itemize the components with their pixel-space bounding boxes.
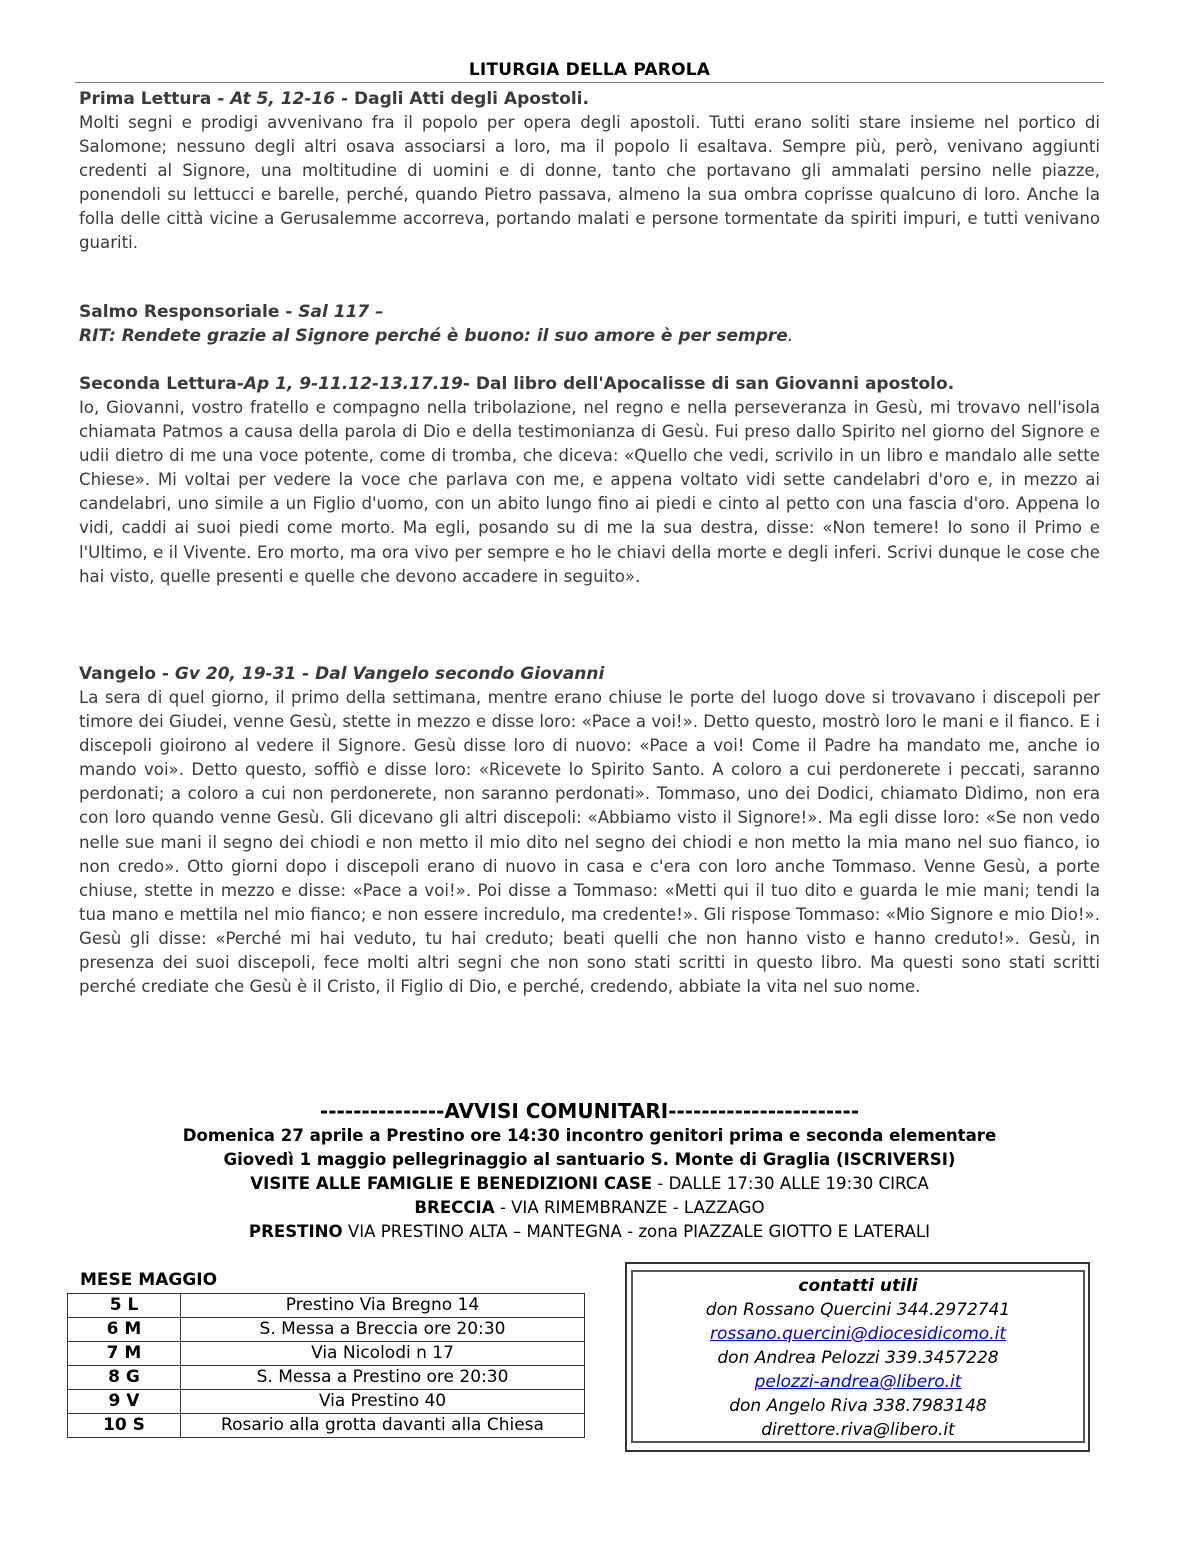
avviso-line [0, 1172, 1179, 1196]
vangelo-reference: Gv 20, 19-31 - Dal Vangelo secondo Giovanni [174, 664, 605, 684]
seconda-lettura-heading [79, 372, 1100, 396]
contact-email-link[interactable]: rossano.quercini@diocesidicomo.it [710, 1324, 1006, 1344]
day-cell: 8 G [68, 1366, 181, 1390]
reading-source: - Dagli Atti degli Apostoli. [335, 89, 589, 109]
table-row [68, 1414, 585, 1438]
avviso-rest: VIA PRESTINO ALTA – MANTEGNA - zona PIAZZALE GIOTTO E LATERALI [342, 1222, 931, 1241]
contacts-title: contatti utili [798, 1276, 918, 1296]
contact-name: don Andrea Pelozzi 339.3457228 [717, 1348, 999, 1368]
ritornello-text: RIT: Rendete grazie al Signore perché è buono: il suo amore è per sempre [79, 326, 788, 346]
avviso-bold: VISITE ALLE FAMIGLIE E BENEDIZIONI CASE [250, 1174, 653, 1193]
ritornello-end: . [787, 326, 794, 346]
vangelo-text: La sera di quel giorno, il primo della settimana, mentre erano chiuse le porte del luogo dove si trovavano i discepoli per timore dei Giudei, venne Gesù, stette in mezzo e disse loro: «Pace a voi!». Detto questo, mostrò loro le mani e il fianco. E i discepoli gioirono al vedere il Signore. Gesù disse loro di nuovo: «Pace a voi! Come il Padre ha mandato me, anche io mando voi». Detto questo, soffiò e disse loro: «Ricevete lo Spirito Santo. A coloro a cui perdonerete i peccati, saranno perdonati; a coloro a cui non perdonerete, non saranno perdonati». Tommaso, uno dei Dodici, chiamato Dìdimo, non era con loro quando venne Gesù. Gli dicevano gli altri discepoli: «Abbiamo visto il Signore!». Ma egli disse loro: «Se non vedo nelle sue mani il segno dei chiodi e non metto il mio dito nel segno dei chiodi e non metto la mia mano nel suo fianco, io non credo». Otto giorni dopo i discepoli erano di nuovo in casa e c'era con loro anche Tommaso. Venne Gesù, a porte chiuse, stette in mezzo e disse: «Pace a voi!». Poi disse a Tommaso: «Metti qui il tuo dito e guarda le mie mani; tendi la tua mano e mettila nel mio fianco; e non essere incredulo, ma credente!». Gli rispose Tommaso: «Mio Signore e mio Dio!». Gesù gli disse: «Perché mi hai veduto, tu hai creduto; beati quelli che non hanno visto e hanno creduto!». Gesù, in presenza dei suoi discepoli, fece molti altri segni che non sono stati scritti in questo libro. Ma questi sono stati scritti perché crediate che Gesù è il Cristo, il Figlio di Dio, e perché, credendo, abbiate la vita nel suo nome. [79, 688, 1100, 997]
table-row [68, 1318, 585, 1342]
avvisi-title: ---------------AVVISI COMUNITARI----------------------- [319, 1099, 860, 1123]
contact-email: direttore.riva@libero.it [761, 1420, 955, 1440]
avviso-line: Domenica 27 aprile a Prestino ore 14:30 incontro genitori prima e seconda elementare [182, 1126, 997, 1145]
contact-name: don Angelo Riva 338.7983148 [729, 1396, 987, 1416]
prima-lettura-text: Molti segni e prodigi avvenivano fra il popolo per opera degli apostoli. Tutti erano soliti stare insieme nel portico di Salomone; nessuno degli altri osava associarsi a loro, ma il popolo li esaltava. Sempre più, però, venivano aggiunti credenti al Signore, una moltitudine di uomini e di donne, tanto che portavano gli ammalati persino nelle piazze, ponendoli su lettucci e barelle, perché, quando Pietro passava, almeno la sua ombra coprisse qualcuno di loro. Anche la folla delle città vicine a Gerusalemme accorreva, portando malati e persone tormentate da spiriti impuri, e tutti venivano guariti. [79, 113, 1100, 253]
event-cell: Rosario alla grotta davanti alla Chiesa [181, 1414, 585, 1438]
vangelo-label: Vangelo - [79, 664, 175, 684]
avviso-line: Giovedì 1 maggio pellegrinaggio al santuario S. Monte di Graglia (ISCRIVERSI) [223, 1150, 956, 1169]
event-cell: Via Nicolodi n 17 [181, 1342, 585, 1366]
reading-source: - Dal libro dell'Apocalisse di san Giovanni apostolo. [462, 374, 955, 394]
reading-label: Seconda Lettura- [79, 374, 244, 394]
avviso-bold: PRESTINO [248, 1222, 343, 1241]
reading-label: Prima Lettura - [79, 89, 231, 109]
calendar-label: MESE MAGGIO [80, 1270, 218, 1290]
contacts-inner-frame [631, 1270, 1085, 1443]
reading-reference: Ap 1, 9-11.12-13.17.19 [243, 374, 463, 394]
header-divider [75, 82, 1104, 83]
day-cell: 10 S [68, 1414, 181, 1438]
seconda-lettura-section [79, 372, 1100, 589]
day-cell: 5 L [68, 1294, 181, 1318]
page-title: LITURGIA DELLA PAROLA [468, 60, 711, 80]
table-row [68, 1390, 585, 1414]
avviso-line [0, 1220, 1179, 1244]
seconda-lettura-text: Io, Giovanni, vostro fratello e compagno nella tribolazione, nel regno e nella perseveranza in Gesù, mi trovavo nell'isola chiamata Patmos a causa della parola di Dio e della testimonianza di Gesù. Fui preso dallo Spirito nel giorno del Signore e udii dietro di me una voce potente, come di tromba, che diceva: «Quello che vedi, scrivilo in un libro e mandalo alle sette Chiese». Mi voltai per vedere la voce che parlava con me, e appena voltato vidi sette candelabri d'oro e, in mezzo ai candelabri, uno simile a un Figlio d'uomo, con un abito lungo fino ai piedi e cinto al petto con una fascia d'oro. Appena lo vidi, caddi ai suoi piedi come morto. Ma egli, posando su di me la sua destra, disse: «Non temere! Io sono il Primo e l'Ultimo, e il Vivente. Ero morto, ma ora vivo per sempre e ho le chiavi della morte e degli inferi. Scrivi dunque le cose che hai visto, quelle presenti e quelle che devono accadere in seguito». [79, 398, 1100, 586]
avviso-rest: - DALLE 17:30 ALLE 19:30 CIRCA [652, 1174, 929, 1193]
salmo-ritornello [79, 324, 1100, 348]
prima-lettura-heading [79, 87, 1100, 111]
table-row [68, 1342, 585, 1366]
contact-email-link[interactable]: pelozzi-andrea@libero.it [754, 1372, 962, 1392]
avviso-bold: BRECCIA [414, 1198, 495, 1217]
calendar-table [67, 1293, 585, 1438]
salmo-heading [79, 300, 1100, 324]
contacts-box [625, 1262, 1090, 1452]
salmo-label: Salmo Responsoriale - [79, 302, 299, 322]
event-cell: Prestino Via Bregno 14 [181, 1294, 585, 1318]
salmo-reference: Sal 117 – [298, 302, 384, 322]
vangelo-heading [79, 662, 1100, 686]
avvisi-section [0, 1098, 1179, 1244]
event-cell: Via Prestino 40 [181, 1390, 585, 1414]
table-row [68, 1366, 585, 1390]
avviso-line [0, 1196, 1179, 1220]
event-cell: S. Messa a Breccia ore 20:30 [181, 1318, 585, 1342]
reading-reference: At 5, 12-16 [230, 89, 336, 109]
table-row [68, 1294, 585, 1318]
salmo-section [79, 300, 1100, 348]
event-cell: S. Messa a Prestino ore 20:30 [181, 1366, 585, 1390]
contact-name: don Rossano Quercini 344.2972741 [705, 1300, 1011, 1320]
day-cell: 7 M [68, 1342, 181, 1366]
vangelo-section [79, 662, 1100, 999]
day-cell: 9 V [68, 1390, 181, 1414]
day-cell: 6 M [68, 1318, 181, 1342]
avviso-rest: - VIA RIMEMBRANZE - LAZZAGO [494, 1198, 765, 1217]
prima-lettura-section [79, 87, 1100, 256]
